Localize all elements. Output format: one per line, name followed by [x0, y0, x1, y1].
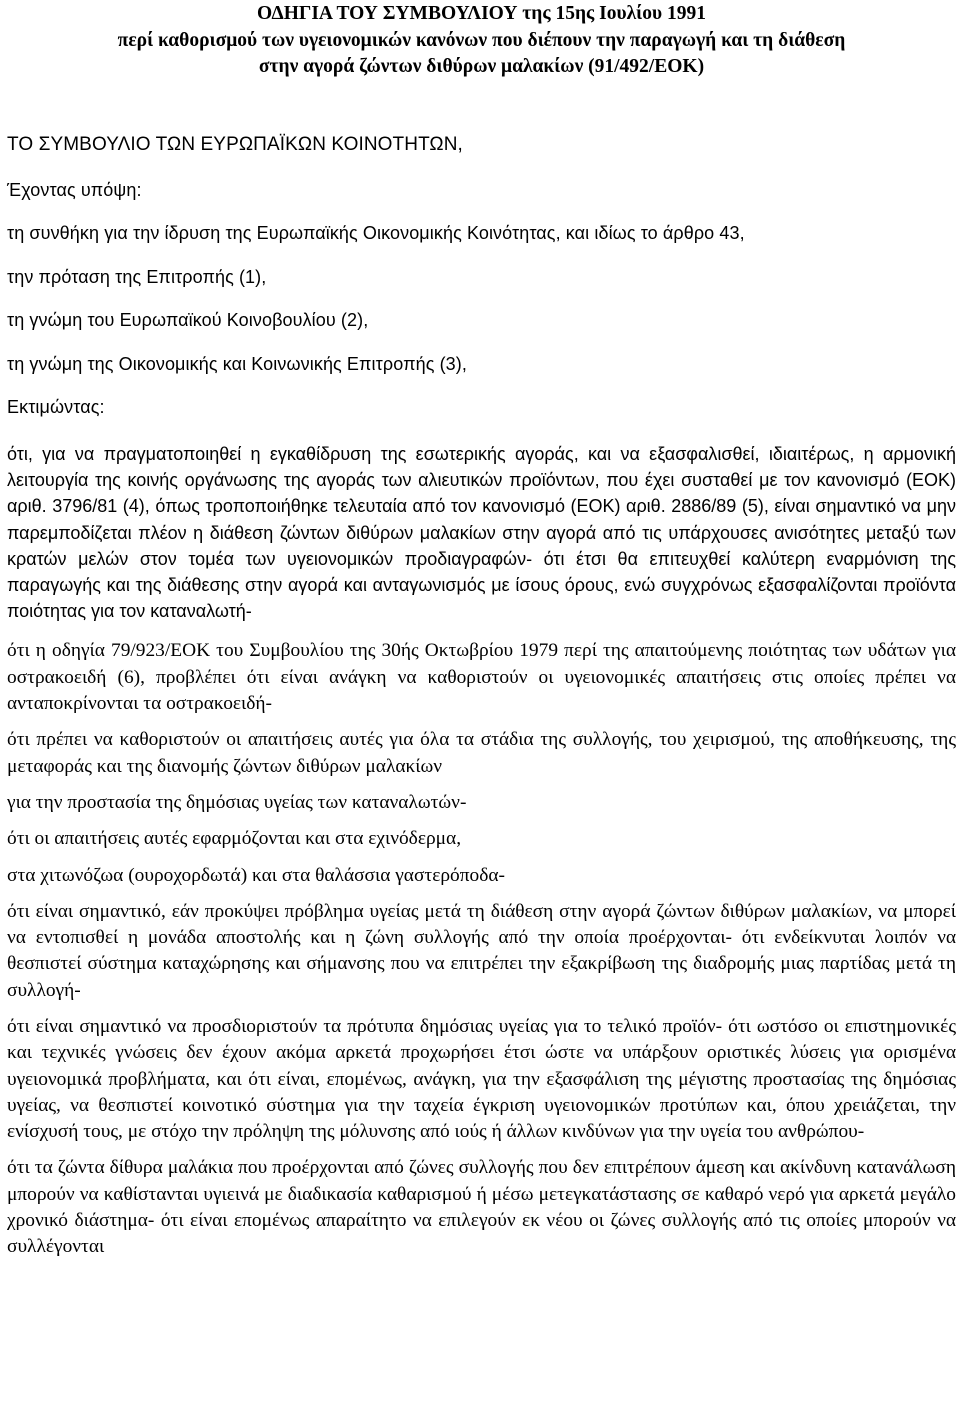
citation-treaty: τη συνθήκη για την ίδρυση της Ευρωπαϊκής Οικονομικής Κοινότητας, και ιδίως το άρθρο 43, — [7, 223, 745, 243]
document-title — [7, 0, 956, 81]
recital-paragraph: ότι η οδηγία 79/923/ΕΟΚ του Συμβουλίου της 30ής Οκτωβρίου 1979 περί της απαιτούμενης ποιότητας των υδάτων για οστρακοειδή (6), προβλέπει ότι είναι ανάγκη να καθοριστούν οι υγειονομικές απαιτήσεις στις οποίες πρέπει να ανταποκρίνονται τα οστρακοειδή- — [7, 640, 956, 715]
title-line-1: ΟΔΗΓΙΑ ΤΟΥ ΣΥΜΒΟΥΛΙΟΥ της 15ης Ιουλίου 1991 — [257, 3, 706, 24]
recital-paragraph: στα χιτωνόζωα (ουροχορδωτά) και στα θαλάσσια γαστερόποδα- — [7, 864, 505, 886]
recital-paragraph: ότι τα ζώντα δίθυρα μαλάκια που προέρχονται από ζώνες συλλογής που δεν επιτρέπουν άμεση και ακίνδυνη κατανάλωση μπορούν να καθίστανται υγιεινά με διαδικασία καθαρισμού ή μέσω μετεγκατάστασης σε καθαρό νερό για αρκετά μεγάλο χρονικό διάστημα- ότι είναι επομένως απαραίτητο να επιλεγούν εκ νέου οι ζώνες συλλογής από τις οποίες μπορούν να συλλέγονται — [7, 1157, 956, 1258]
citation-parliament: τη γνώμη του Ευρωπαϊκού Κοινοβουλίου (2), — [7, 310, 369, 330]
recital-paragraph: ότι, για να πραγματοποιηθεί η εγκαθίδρυση της εσωτερικής αγοράς, και να εξασφαλισθεί, ιδιαιτέρως, η αρμονική λειτουργία της κοινής οργάνωσης της αγοράς των αλιευτικών προϊόντων, που έχει συσταθεί με τον κανονισμό (ΕΟΚ) αριθ. 3796/81 (4), όπως τροποποιήθηκε τελευταία από τον κανονισμό (ΕΟΚ) αριθ. 2886/89 (5), είναι σημαντικό να μην παρεμποδίζεται πλέον η διάθεση ζώντων διθύρων μαλακίων στην αγορά από τις υπάρχουσες ανισότητες μεταξύ των κρατών μελών στον τομέα των υγειονομικών προδιαγραφών- ότι έτσι θα επιτευχθεί καλύτερη εναρμόνιση της παραγωγής και της διάθεσης στην αγορά και ανταγωνισμός με ίσους όρους, ενώ συγχρόνως εξασφαλίζονται προϊόντα ποιότητας για τον καταναλωτή- — [7, 444, 956, 622]
title-line-3: στην αγορά ζώντων διθύρων μαλακίων (91/492/ΕΟΚ) — [258, 56, 705, 77]
recital-paragraph: ότι οι απαιτήσεις αυτές εφαρμόζονται και στα εχινόδερμα, — [7, 828, 462, 850]
whereas-label: Εκτιμώντας: — [7, 397, 105, 417]
recital-paragraph: ότι πρέπει να καθοριστούν οι απαιτήσεις αυτές για όλα τα στάδια της συλλογής, του χειρισμού, της αποθήκευσης, της μεταφοράς και της διανομής ζώντων διθύρων μαλακίων — [7, 729, 956, 777]
council-heading: ΤΟ ΣΥΜΒΟΥΛΙΟ ΤΩΝ ΕΥΡΩΠΑΪΚΩΝ ΚΟΙΝΟΤΗΤΩΝ, — [7, 133, 463, 155]
recital-paragraph: ότι είναι σημαντικό, εάν προκύψει πρόβλημα υγείας μετά τη διάθεση στην αγορά ζώντων διθύρων μαλακίων, να μπορεί να εντοπισθεί η μονάδα αποστολής και η ζώνη συλλογής από την οποία προέρχονται- ότι ενδείκνυται λοιπόν να θεσπιστεί σύστημα καταχώρησης και σήμανσης που να επιτρέπει την εξακρίβωση της διαδρομής μιας παρτίδας μετά τη συλλογή- — [7, 900, 956, 1001]
recital-paragraph: για την προστασία της δημόσιας υγείας των καταναλωτών- — [7, 791, 467, 813]
citation-esc: τη γνώμη της Οικονομικής και Κοινωνικής Επιτροπής (3), — [7, 353, 467, 374]
citation-proposal: την πρόταση της Επιτροπής (1), — [7, 266, 267, 287]
having-regard-label: Έχοντας υπόψη: — [7, 179, 142, 200]
title-line-2: περί καθορισμού των υγειονομικών κανόνων που διέπουν την παραγωγή και τη διάθεση — [117, 29, 846, 51]
recital-paragraph: ότι είναι σημαντικό να προσδιοριστούν τα πρότυπα δημόσιας υγείας για το τελικό προϊόν- ότι ωστόσο οι επιστημονικές και τεχνικές γνώσεις δεν έχουν ακόμα αρκετά προχωρήσει έτσι ώστε να υπάρξουν οριστικές λύσεις για ορισμένα υγειονομικά προβλήματα, και ότι είναι, επομένως, ανάγκη, για την εξασφάλιση της μέγιστης προστασίας της δημόσιας υγείας, να θεσπιστεί κοινοτικό σύστημα για την ταχεία έγκριση υγειονομικών προτύπων και, όπου χρειάζεται, την ενίσχυσή τους, με στόχο την πρόληψη της μόλυνσης από ιούς ή άλλων κινδύνων για την υγεία του ανθρώπου- — [7, 1015, 956, 1143]
